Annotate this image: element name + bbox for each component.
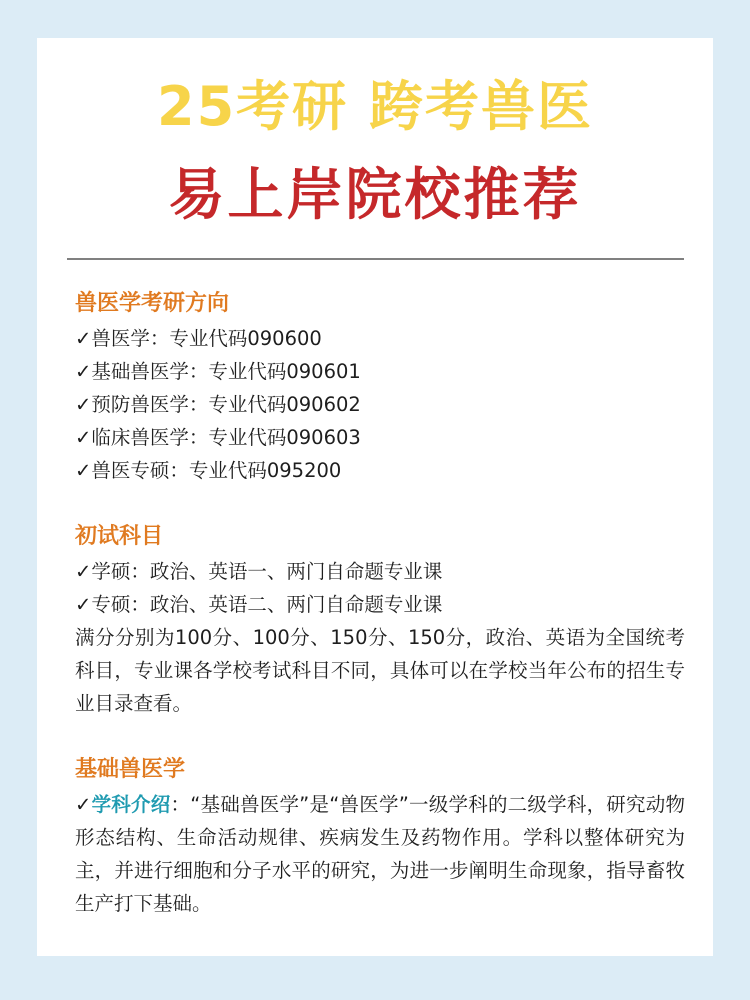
check-icon: ✓ (75, 393, 92, 416)
section-gap (75, 487, 685, 519)
check-icon: ✓ (75, 793, 92, 816)
intro-text: ：“基础兽医学”是“兽医学”一级学科的二级学科，研究动物形态结构、生命活动规律、疾病发生及药物作用。学科以整体研究为主，并进行细胞和分子水平的研究，为进一步阐明生命现象，指导畜牧生产打下基础。 (75, 793, 685, 915)
section-title-basic-veterinary: 基础兽医学 (75, 757, 186, 782)
section-gap (75, 720, 685, 752)
list-item: ✓临床兽医学：专业代码090603 (75, 426, 361, 449)
list-item: ✓专硕：政治、英语二、两门自命题专业课 (75, 593, 443, 616)
main-content (75, 286, 685, 920)
intro-label: 学科介绍 (91, 793, 171, 816)
check-icon: ✓ (75, 593, 92, 616)
title-line-2: 易上岸院校推荐 (168, 163, 582, 228)
list-item: ✓基础兽医学：专业代码090601 (75, 360, 361, 383)
list-item: ✓预防兽医学：专业代码090602 (75, 393, 361, 416)
list-item: ✓兽医学：专业代码090600 (75, 327, 322, 350)
list-item: ✓兽医专硕：专业代码095200 (75, 459, 342, 482)
title-line-1: 25考研 跨考兽医 (157, 75, 593, 138)
check-icon: ✓ (75, 459, 92, 482)
subject-intro-paragraph (75, 788, 685, 920)
check-icon: ✓ (75, 426, 92, 449)
check-icon: ✓ (75, 327, 92, 350)
section-title-directions: 兽医学考研方向 (75, 291, 230, 316)
exam-scores-paragraph: 满分分别为100分、100分、150分、150分，政治、英语为全国统考科目，专业课各学校考试科目不同，具体可以在学校当年公布的招生专业目录查看。 (75, 626, 685, 715)
section-title-exam-subjects: 初试科目 (75, 524, 164, 549)
check-icon: ✓ (75, 560, 92, 583)
divider (67, 258, 684, 260)
list-item: ✓学硕：政治、英语一、两门自命题专业课 (75, 560, 443, 583)
check-icon: ✓ (75, 360, 92, 383)
